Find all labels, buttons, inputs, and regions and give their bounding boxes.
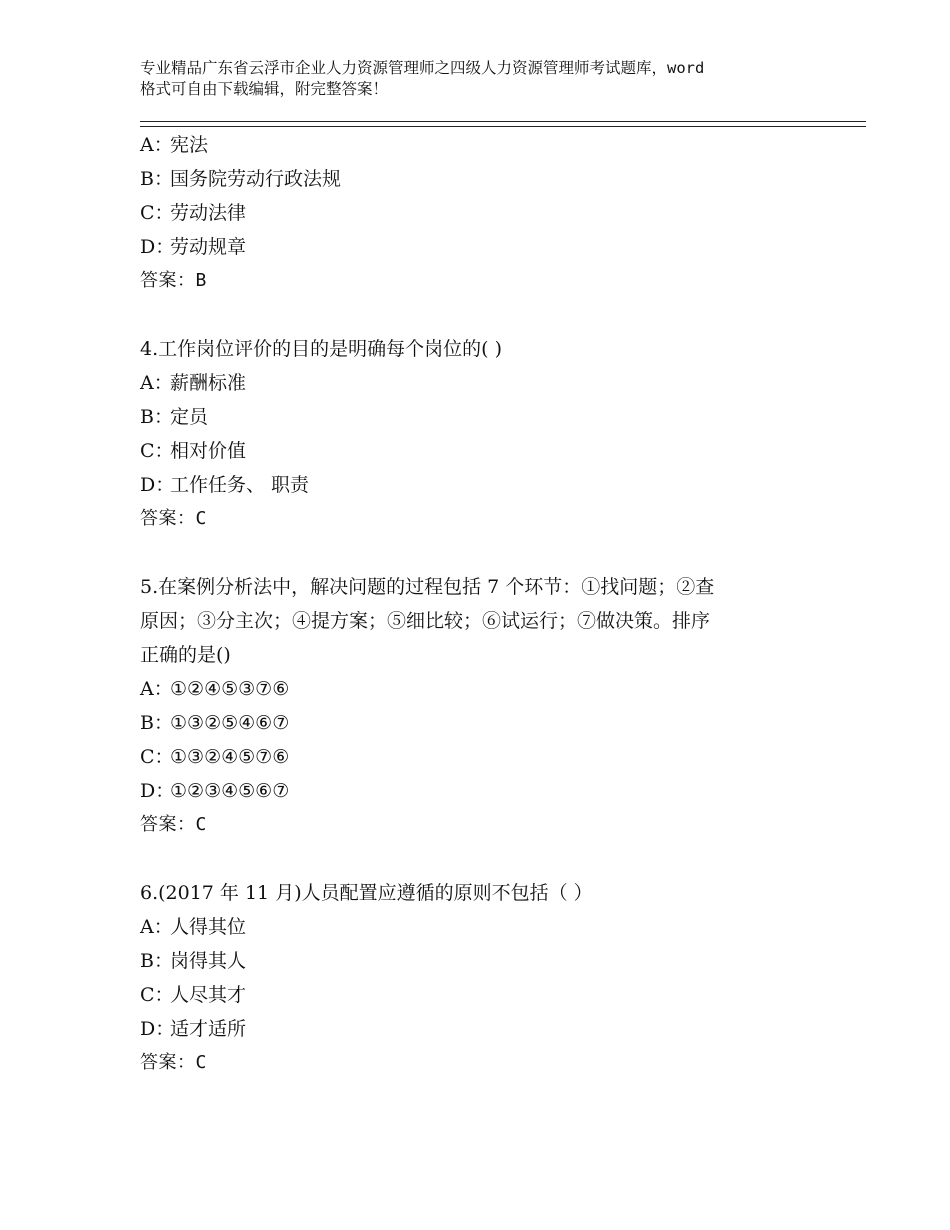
option-letter: B： [140,168,173,190]
question-text-line-1: 5.在案例分析法中，解决问题的过程包括 7 个环节：①找问题；②查 [140,576,715,598]
option-text: ①②③④⑤⑥⑦ [170,780,290,802]
option-letter: A： [140,372,173,394]
answer-label: 答案：B [140,270,207,291]
header-divider-thin [140,126,866,127]
option-a [140,366,830,400]
option-c [140,740,830,774]
option-text: ①②④⑤③⑦⑥ [170,678,290,700]
document-header [140,58,830,100]
option-d [140,468,830,502]
option-letter: C： [140,984,174,1006]
option-text: 工作任务、 职责 [170,474,310,496]
option-letter: B： [140,950,173,972]
option-a [140,128,830,162]
option-text: 定员 [170,406,209,428]
answer-label: 答案：C [140,814,207,835]
option-a [140,672,830,706]
header-title-line-1: 专业精品广东省云浮市企业人力资源管理师之四级人力资源管理师考试题库，word [140,59,705,77]
question-list [140,128,830,1080]
option-text: 宪法 [170,134,209,156]
option-text: 人得其位 [170,916,247,938]
option-letter: B： [140,406,173,428]
option-text: 适才适所 [170,1018,247,1040]
option-b [140,162,830,196]
spacer [140,298,830,332]
question-text: 4.工作岗位评价的目的是明确每个岗位的( ) [140,338,502,360]
option-b [140,400,830,434]
option-letter: D： [140,780,175,802]
option-letter: A： [140,678,173,700]
question-text-line-2: 原因；③分主次；④提方案；⑤细比较；⑥试运行；⑦做决策。排序 [140,610,711,632]
spacer [140,842,830,876]
option-text: 国务院劳动行政法规 [170,168,342,190]
question-text-line-3: 正确的是() [140,644,231,666]
question-5 [140,570,830,842]
option-letter: A： [140,916,173,938]
option-letter: C： [140,202,174,224]
option-letter: D： [140,236,175,258]
option-letter: A： [140,134,173,156]
option-text: 相对价值 [170,440,247,462]
answer-label: 答案：C [140,508,207,529]
option-letter: C： [140,746,174,768]
option-text: 薪酬标准 [170,372,247,394]
option-text: 劳动规章 [170,236,247,258]
option-letter: D： [140,474,175,496]
option-c [140,978,830,1012]
option-b [140,706,830,740]
header-divider-thick [140,121,866,122]
header-title-line-2: 格式可自由下载编辑，附完整答案！ [140,80,389,98]
question-text: 6.(2017 年 11 月)人员配置应遵循的原则不包括（ ） [140,882,593,904]
option-d [140,1012,830,1046]
option-text: 岗得其人 [170,950,247,972]
question-3 [140,128,830,298]
option-d [140,774,830,808]
question-6 [140,876,830,1080]
option-text: 劳动法律 [170,202,247,224]
option-text: ①③②⑤④⑥⑦ [170,712,290,734]
option-text: 人尽其才 [170,984,247,1006]
question-4 [140,332,830,536]
option-b [140,944,830,978]
option-c [140,434,830,468]
spacer [140,536,830,570]
option-text: ①③②④⑤⑦⑥ [170,746,290,768]
option-letter: C： [140,440,174,462]
option-d [140,230,830,264]
option-letter: B： [140,712,173,734]
option-c [140,196,830,230]
option-letter: D： [140,1018,175,1040]
answer-label: 答案：C [140,1052,207,1073]
option-a [140,910,830,944]
